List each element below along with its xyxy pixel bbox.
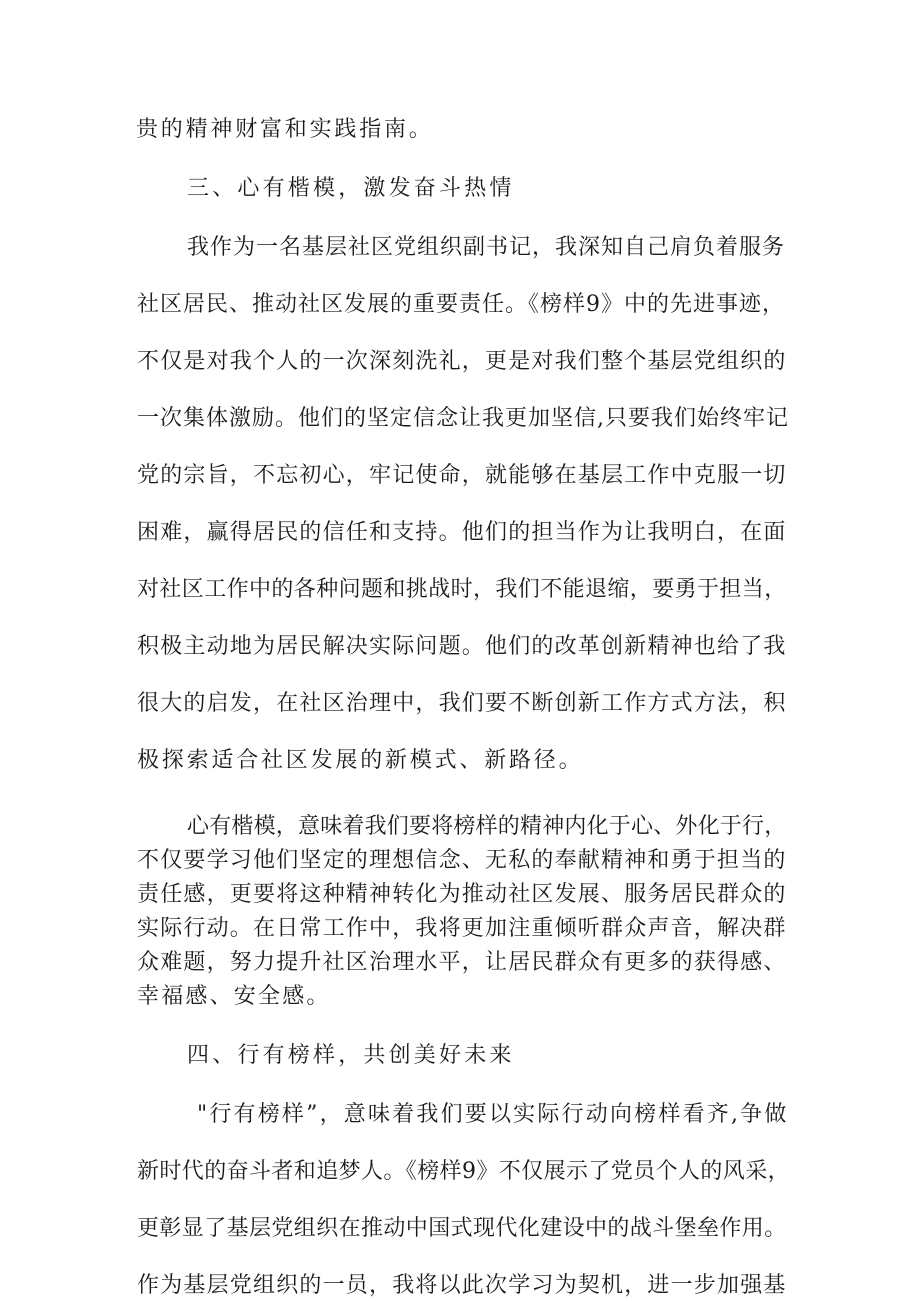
paragraph-line: 责任感，更要将这种精神转化为推动社区发展、服务居民群众的 (137, 882, 787, 907)
paragraph-line: 更彰显了基层党组织在推动中国式现代化建设中的战斗堡垒作用。 (137, 1216, 787, 1241)
paragraph-line: 贵的精神财富和实践指南。 (136, 117, 434, 142)
section-heading: 三、心有楷模，激发奋斗热情 (187, 176, 515, 201)
paragraph-line: 一次集体激励。他们的坚定信念让我更加坚信,只要我们始终牢记 (137, 406, 789, 431)
paragraph-line: 很大的启发，在社区治理中，我们要不断创新工作方式方法，积 (137, 691, 787, 716)
paragraph-line: 社区居民、推动社区发展的重要责任。《榜样9》中的先进事迹， (137, 292, 785, 317)
paragraph-line: 对社区工作中的各种问题和挑战时，我们不能退缩，要勇于担当， (137, 577, 787, 602)
paragraph-line: "行有榜样”，意味着我们要以实际行动向榜样看齐,争做 (197, 1102, 789, 1127)
paragraph-line: 党的宗旨，不忘初心，牢记使命，就能够在基层工作中克服一切 (137, 463, 787, 488)
paragraph-line: 积极主动地为居民解决实际问题。他们的改革创新精神也给了我 (137, 634, 787, 659)
paragraph-line: 困难，赢得居民的信任和支持。他们的担当作为让我明白，在面 (137, 520, 787, 545)
paragraph-line: 不仅要学习他们坚定的理想信念、无私的奉献精神和勇于担当的 (137, 848, 787, 873)
paragraph-line: 极探索适合社区发展的新模式、新路径。 (137, 748, 584, 773)
paragraph-line: 作为基层党组织的一员，我将以此次学习为契机，进一步加强基 (137, 1273, 787, 1298)
section-heading: 四、行有榜样，共创美好未来 (187, 1043, 515, 1068)
paragraph-line: 我作为一名基层社区党组织副书记，我深知自己肩负着服务 (187, 235, 786, 260)
paragraph-line: 新时代的奋斗者和追梦人。《榜样9》不仅展示了党员个人的风采， (137, 1159, 790, 1184)
paragraph-line: 众难题，努力提升社区治理水平，让居民群众有更多的获得感、 (137, 950, 787, 975)
paragraph-line: 心有楷模，意味着我们要将榜样的精神内化于心、外化于行， (187, 814, 787, 839)
paragraph-line: 实际行动。在日常工作中，我将更加注重倾听群众声音，解决群 (137, 916, 787, 941)
paragraph-line: 不仅是对我个人的一次深刻洗礼，更是对我们整个基层党组织的 (137, 349, 787, 374)
paragraph-line: 幸福感、安全感。 (137, 984, 331, 1009)
